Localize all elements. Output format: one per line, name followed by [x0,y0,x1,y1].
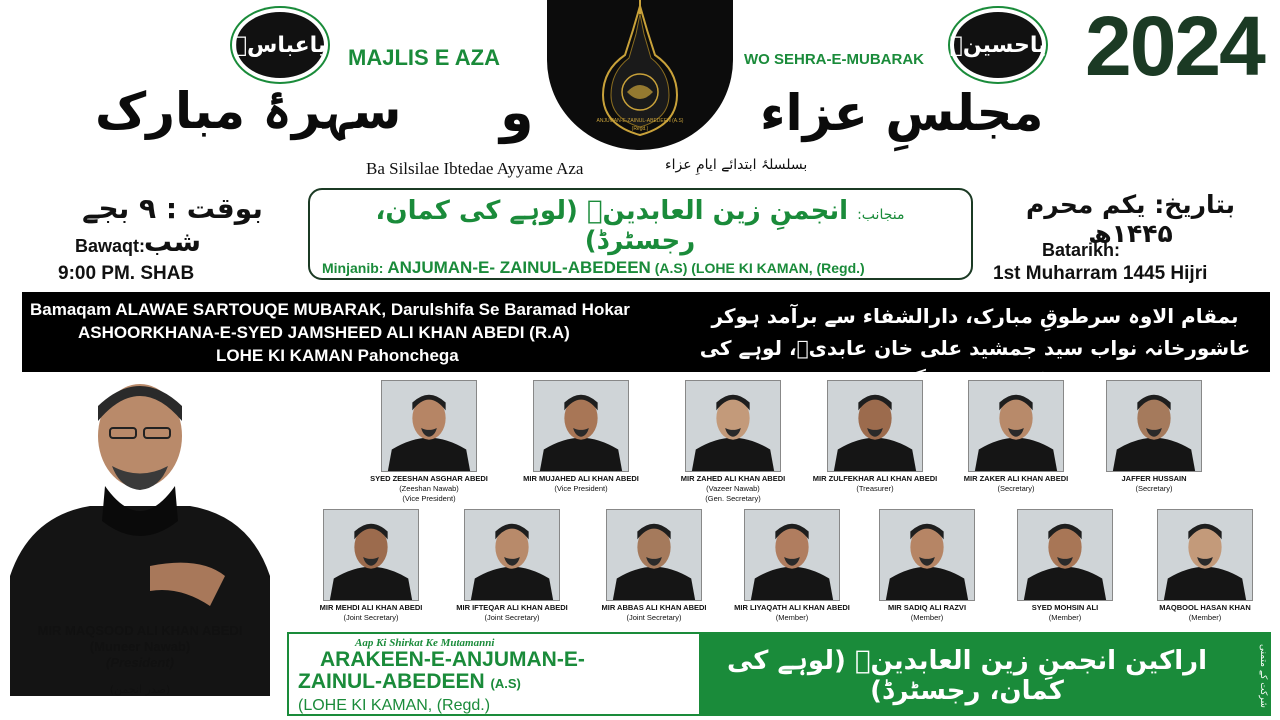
member-caption [296,603,446,623]
minjanib-label: Minjanib: [322,260,384,276]
member-caption [579,603,729,623]
waw-urdu: و [500,81,534,144]
member-photo [685,380,781,472]
member-caption [941,474,1091,494]
member-name: SYED ZEESHAN ASGHAR ABEDI [370,474,488,483]
arakeen-english [298,649,585,717]
member-caption [990,603,1140,623]
member-nickname: (Vazeer Nawab) [706,484,760,493]
date-label: Batarikh: [1042,240,1121,260]
minjanib-suffix: (A.S) (LOHE KI KAMAN, (Regd.) [654,260,865,276]
member-caption [852,603,1002,623]
route-line-2: ASHOORKHANA-E-SYED JAMSHEED ALI KHAN ABEDI (R.A) [78,323,570,342]
member-photo [744,509,840,601]
member-caption [354,474,504,504]
member-photo [968,380,1064,472]
silsila-urdu: بسلسلۂ ابتدائے ایامِ عزاء [665,157,808,173]
arakeen-name: ZAINUL-ABEDEEN [298,670,485,693]
member-role: (Secretary) [997,484,1035,493]
minjanib-name-urdu: انجمنِ زین العابدینؑ (لوہے کی کمان، رجسٹرڈ) [375,196,849,256]
member-name: SYED MOHSIN ALI [1031,603,1099,612]
president-name-block [0,623,280,671]
ya-hussain-badge: یاحسینؑ [950,8,1046,82]
member-role: (Member) [1048,613,1082,622]
member-nickname: (Zeeshan Nawab) [399,484,459,493]
silsila-english: Ba Silsilae Ibtedae Ayyame Aza [366,159,584,178]
member-photo [323,509,419,601]
member-name: MIR MUJAHED ALI KHAN ABEDI [523,474,639,483]
member-caption [1130,603,1280,623]
aap-ki-shirkat: Aap Ki Shirkat Ke Mutamanni [355,637,495,649]
time-label: Bawaqt: [75,236,146,256]
member-name: MIR ZAHED ALI KHAN ABEDI [680,474,786,483]
member-name: MIR MEHDI ALI KHAN ABEDI [319,603,423,612]
member-role: (Gen. Secretary) [705,494,761,503]
member-photo [381,380,477,472]
member-role: (Member) [1188,613,1222,622]
member-name: MIR ABBAS ALI KHAN ABEDI [601,603,707,612]
member-photo [606,509,702,601]
member-role: (Treasurer) [856,484,894,493]
member-name: MIR SADIQ ALI RAZVI [887,603,967,612]
member-caption [506,474,656,494]
majlis-aza-title-urdu: مجلسِ عزاء [760,84,1044,142]
member-photo [827,380,923,472]
arakeen-line-3: (LOHE KI KAMAN, (Regd.) [298,697,491,714]
date-value: 1st Muharram 1445 Hijri [993,263,1208,284]
emblem-regd: (Regd.) [631,126,649,132]
member-role: (Vice President) [554,484,608,493]
member-caption [717,603,867,623]
member-caption [658,474,808,504]
arakeen-urdu: اراکین انجمنِ زین العابدینؑ (لوہے کی کمان، رجسٹرڈ) [726,646,1208,706]
arakeen-as: (A.S) [490,676,521,691]
member-photo [464,509,560,601]
route-urdu-line-1: بمقام الاوہ سرطوقِ مبارک، دارالشفاء سے برآمد ہوکر [711,304,1239,328]
minjanib-label-urdu: منجانب: [857,207,905,223]
member-name: JAFFER HUSSAIN [1121,474,1187,483]
member-name: MIR ZAKER ALI KHAN ABEDI [963,474,1069,483]
member-photo [879,509,975,601]
member-caption [1079,474,1229,494]
year-heading: 2024 [1085,0,1264,93]
member-role: (Joint Secretary) [343,613,399,622]
member-name: MIR IFTEQAR ALI KHAN ABEDI [456,603,568,612]
date-urdu: بتاریخ: یکم محرم ۱۴۴۵ھ [1025,190,1236,248]
shirkat-urdu: شرکت کے متمنی [1258,644,1268,708]
member-caption [800,474,950,494]
arakeen-line-2 [298,671,585,695]
sehra-mubarak-heading: WO SEHRA-E-MUBARAK [744,51,924,68]
minjanib-urdu [320,196,960,256]
member-role: (Secretary) [1135,484,1173,493]
president-name: MIR MAQSOOD ALI KHAN ABEDI [37,623,243,638]
member-photo [1106,380,1202,472]
member-role: (Member) [910,613,944,622]
ya-abbas-badge: یاعباسؑ [232,8,328,82]
time-urdu: بوقت : ۹ بجے شب [82,192,263,258]
president-role-urdu: (صدر انجمن) [109,683,171,696]
time-value: 9:00 PM. SHAB [58,263,195,284]
arakeen-line-1: ARAKEEN-E-ANJUMAN-E- [320,648,585,671]
route-urdu-line-2: عاشورخانہ نواب سید جمشید علی خان عابدیؒ، لوہے کی پہنچے [699,336,1251,392]
member-caption [437,603,587,623]
member-role: (Vice President) [402,494,456,503]
member-name: MAQBOOL HASAN KHAN [1159,603,1251,612]
member-name: MIR ZULFEKHAR ALI KHAN ABEDI [812,474,938,483]
member-photo [533,380,629,472]
member-photo [1017,509,1113,601]
member-photo [1157,509,1253,601]
emblem-caption: ANJUMAN-E-ZAINUL-ABEDEEN (A.S) [596,118,684,124]
member-role: (Joint Secretary) [626,613,682,622]
route-line-3: LOHE KI KAMAN Pahonchega [216,346,459,365]
route-english [30,298,680,367]
member-role: (Joint Secretary) [484,613,540,622]
president-nickname: (Muneer Nawab) [89,639,191,654]
minjanib-english [322,258,865,278]
member-name: MIR LIYAQATH ALI KHAN ABEDI [734,603,850,612]
president-role: (President) [106,655,174,670]
member-role: (Member) [775,613,809,622]
route-line-1: Bamaqam ALAWAE SARTOUQE MUBARAK, Darulshifa Se Baramad Hokar [30,300,630,319]
minjanib-name: ANJUMAN-E- ZAINUL-ABEDEEN [387,258,651,277]
majlis-e-aza-heading: MAJLIS E AZA [348,45,500,70]
sehra-mubarak-title-urdu: سہرۂ مبارک [95,82,402,140]
